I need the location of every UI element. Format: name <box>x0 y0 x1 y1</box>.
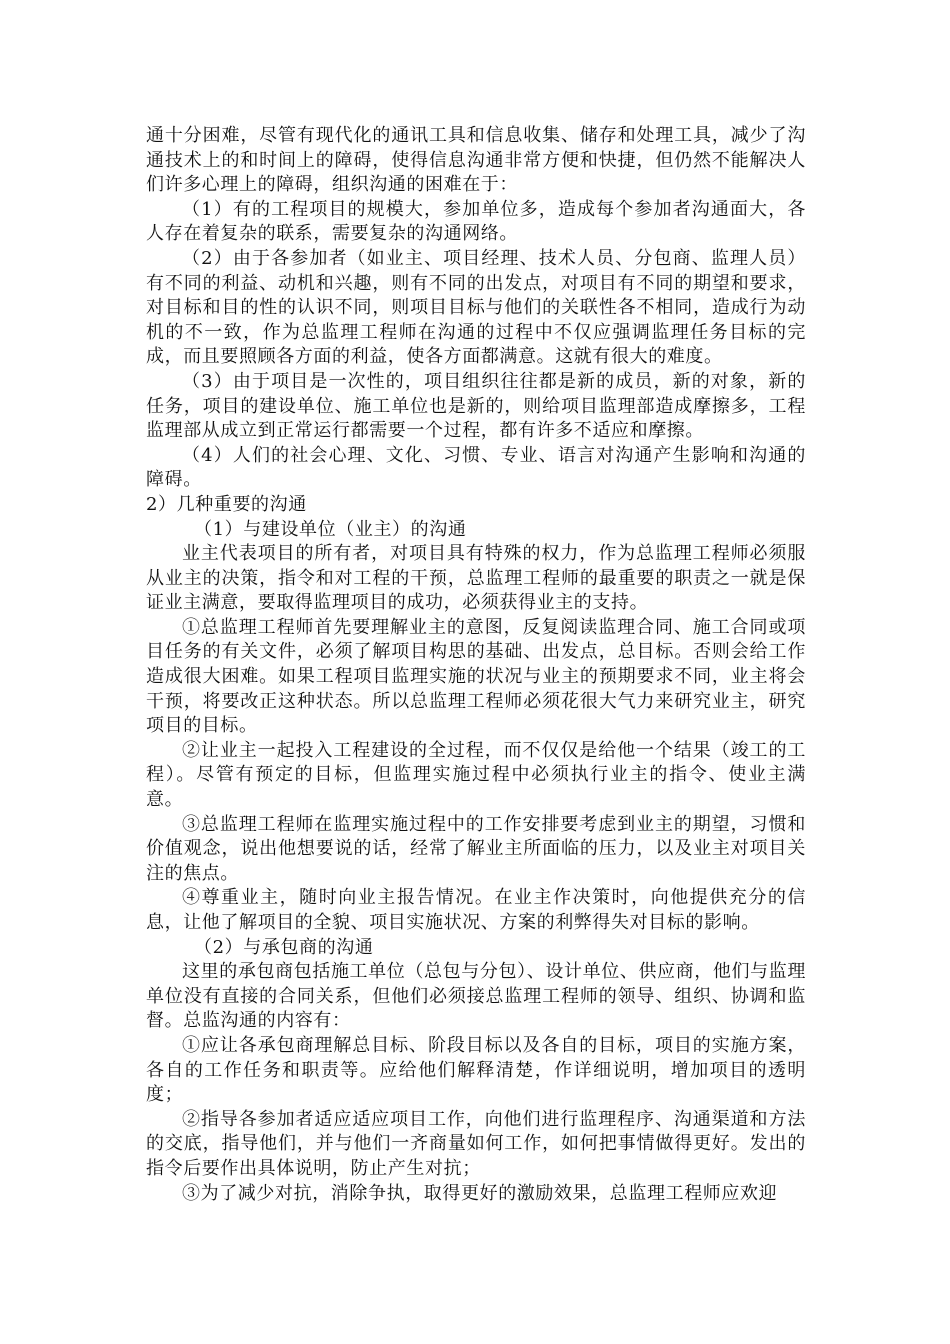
document-body <box>146 124 806 1206</box>
subheading-contractor: （2）与承包商的沟通 <box>194 936 374 958</box>
paragraph-contractor-intro: 这里的承包商包括施工单位（总包与分包）、设计单位、供应商，他们与监理单位没有直接的合同关系，但他们必须接总监理工程师的领导、组织、协调和监督。总监沟通的内容有： <box>146 961 806 1032</box>
paragraph-contractor-point-1: ①应让各承包商理解总目标、阶段目标以及各自的目标，项目的实施方案，各自的工作任务和职责等。应给他们解释清楚，作详细说明，增加项目的透明度； <box>146 1034 806 1106</box>
paragraph-owner-point-4: ④尊重业主，随时向业主报告情况。在业主作决策时，向他提供充分的信息，让他了解项目的全貌、项目实施状况、方案的利弊得失对目标的影响。 <box>146 887 806 933</box>
paragraph-difficulty-3: （3）由于项目是一次性的，项目组织往往都是新的成员，新的对象，新的任务，项目的建设单位、施工单位也是新的，则给项目监理部造成摩擦多，工程监理部从成立到正常运行都需要一个过程，都有许多不适应和摩擦。 <box>146 370 806 442</box>
paragraph-owner-intro: 业主代表项目的所有者，对项目具有特殊的权力，作为总监理工程师必须服从业主的决策，指令和对工程的干预，总监理工程师的最重要的职责之一就是保证业主满意，要取得监理项目的成功，必须获得业主的支持。 <box>146 543 806 614</box>
paragraph-owner-point-2: ②让业主一起投入工程建设的全过程，而不仅仅是给他一个结果（竣工的工程）。尽管有预定的目标，但监理实施过程中必须执行业主的指令、使业主满意。 <box>146 739 806 811</box>
subheading-owner: （1）与建设单位（业主）的沟通 <box>194 518 467 540</box>
paragraph-contractor-point-3: ③为了减少对抗，消除争执，取得更好的激励效果，总监理工程师应欢迎 <box>182 1182 778 1204</box>
paragraph-difficulty-2: （2）由于各参加者（如业主、项目经理、技术人员、分包商、监理人员）有不同的利益、动机和兴趣，则有不同的出发点，对项目有不同的期望和要求，对目标和目的性的认识不同，则项目目标与他们的关联性各不相同，造成行为动机的不一致，作为总监理工程师在沟通的过程中不仅应强调监理任务目标的完成，而且要照顾各方面的利益，使各方面都满意。这就有很大的难度。 <box>146 247 806 368</box>
paragraph-owner-point-1: ①总监理工程师首先要理解业主的意图，反复阅读监理合同、施工合同或项目任务的有关文件，必须了解项目构思的基础、出发点，总目标。否则会给工作造成很大困难。如果工程项目监理实施的状况与业主的预期要求不同，业主将会干预，将要改正这种状态。所以总监理工程师必须花很大气力来研究业主，研究项目的目标。 <box>146 616 806 737</box>
paragraph-difficulty-4: （4）人们的社会心理、文化、习惯、专业、语言对沟通产生影响和沟通的障碍。 <box>146 444 806 491</box>
paragraph-difficulty-1: （1）有的工程项目的规模大，参加单位多，造成每个参加者沟通面大，各人存在着复杂的联系，需要复杂的沟通网络。 <box>146 198 806 245</box>
paragraph-owner-point-3: ③总监理工程师在监理实施过程中的工作安排要考虑到业主的期望，习惯和价值观念，说出他想要说的话，经常了解业主所面临的压力，以及业主对项目关注的焦点。 <box>146 813 806 884</box>
paragraph-continuation: 通十分困难，尽管有现代化的通讯工具和信息收集、储存和处理工具，减少了沟通技术上的和时间上的障碍，使得信息沟通非常方便和快捷，但仍然不能解决人们许多心理上的障碍，组织沟通的困难在于： <box>146 125 806 196</box>
paragraph-contractor-point-2: ②指导各参加者适应适应项目工作，向他们进行监理程序、沟通渠道和方法的交底，指导他们，并与他们一齐商量如何工作，如何把事情做得更好。发出的指令后要作出具体说明，防止产生对抗； <box>146 1108 806 1179</box>
section-heading: 2）几种重要的沟通 <box>146 493 307 515</box>
